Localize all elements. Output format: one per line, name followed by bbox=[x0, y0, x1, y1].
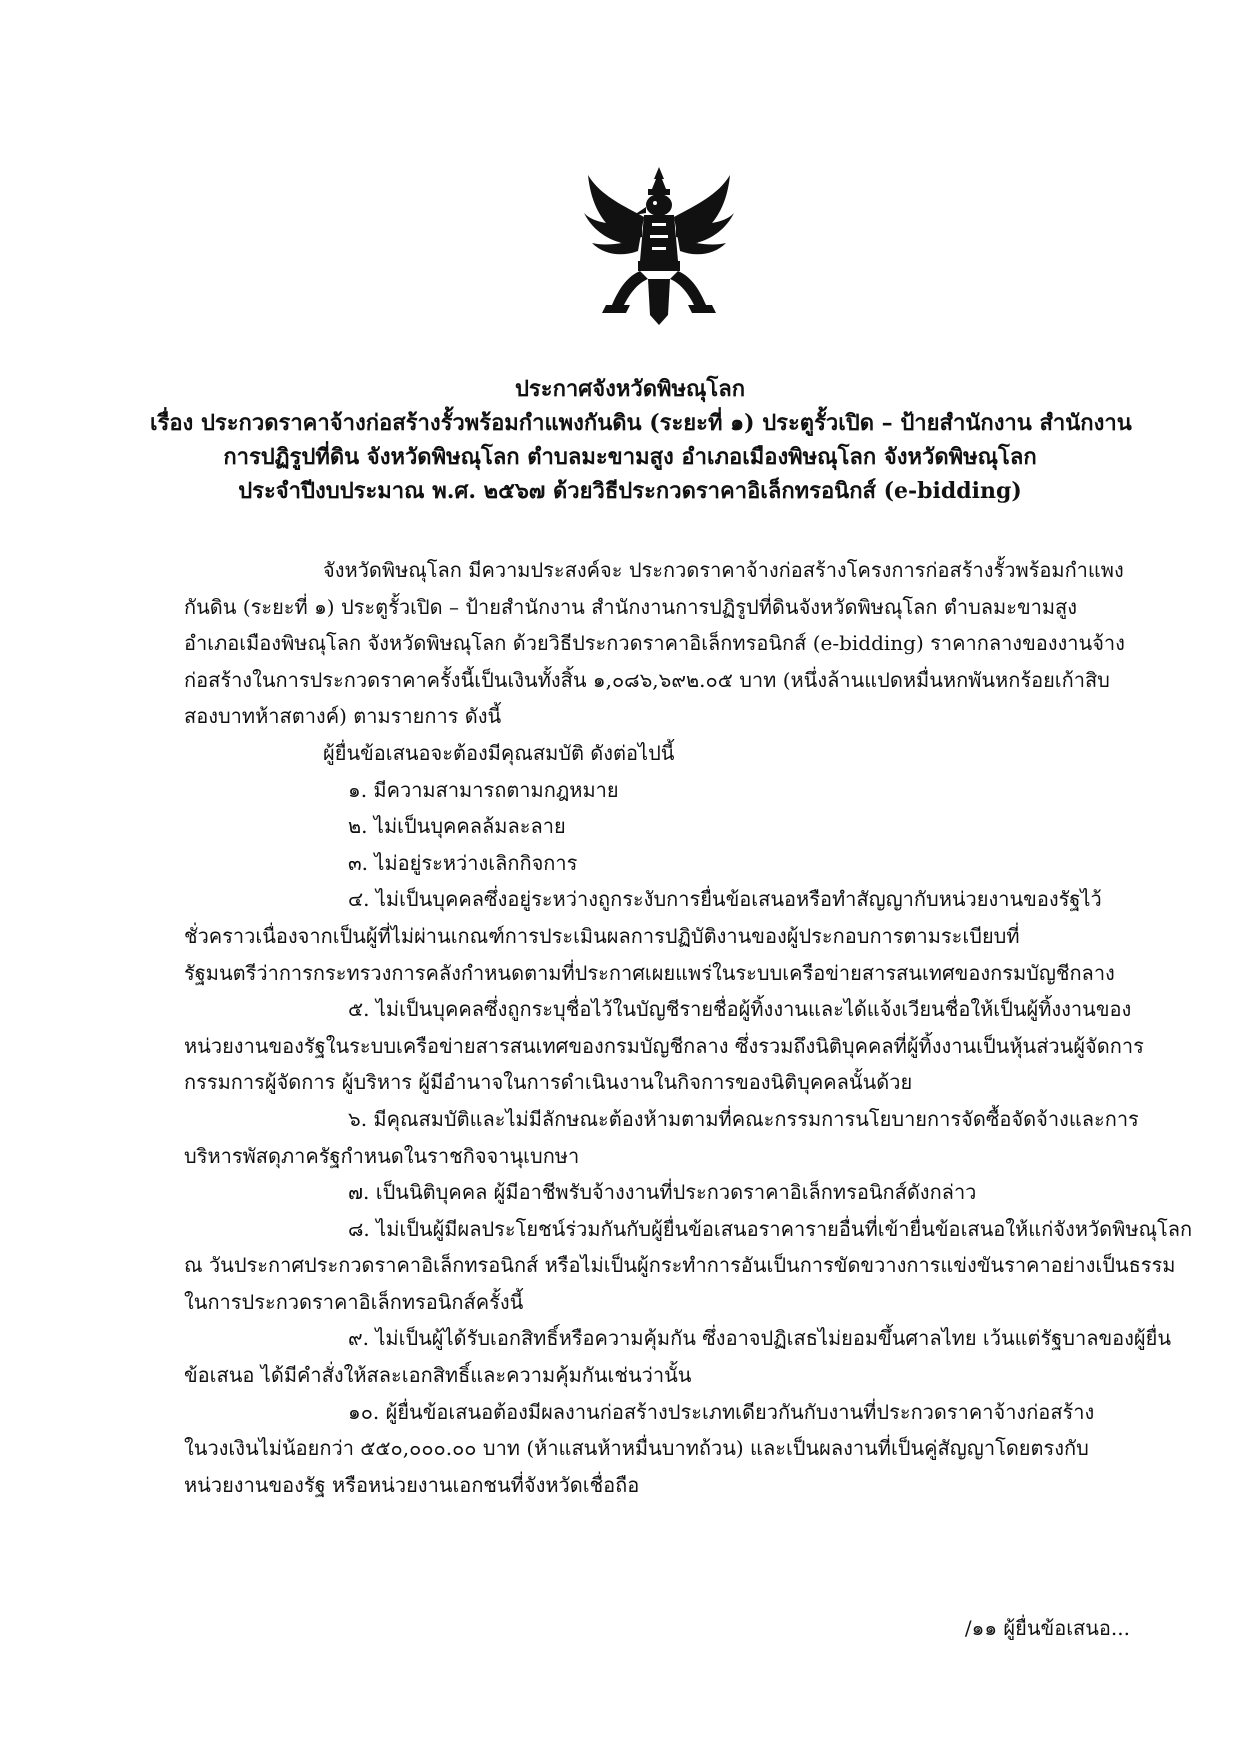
qualification-item-10-cont: หน่วยงานของรัฐ หรือหน่วยงานเอกชนที่จังหวัดเชื่อถือ bbox=[184, 1472, 640, 1497]
qualification-item-4: ๔. ไม่เป็นบุคคลซึ่งอยู่ระหว่างถูกระงับการยื่นข้อเสนอหรือทำสัญญากับหน่วยงานของรัฐไว้ bbox=[348, 887, 1102, 912]
title-line: ประจำปีงบประมาณ พ.ศ. ๒๕๖๗ ด้วยวิธีประกวดราคาอิเล็กทรอนิกส์ (e-bidding) bbox=[238, 478, 1022, 504]
intro-line: ก่อสร้างในการประกวดราคาครั้งนี้เป็นเงินทั้งสิ้น ๑,๐๘๖,๖๙๒.๐๕ บาท (หนึ่งล้านแปดหมื่นหกพันหกร้อยเก้าสิบ bbox=[184, 667, 1110, 692]
qualification-item-1: ๑. มีความสามารถตามกฎหมาย bbox=[348, 777, 619, 802]
qualification-item-5-cont: กรรมการผู้จัดการ ผู้บริหาร ผู้มีอำนาจในการดำเนินงานในกิจการของนิติบุคคลนั้นด้วย bbox=[184, 1070, 913, 1095]
qualification-item-5: ๕. ไม่เป็นบุคคลซึ่งถูกระบุชื่อไว้ในบัญชีรายชื่อผู้ทิ้งงานและได้แจ้งเวียนชื่อให้เป็นผู้ทิ้งงานของ bbox=[348, 997, 1132, 1022]
qualification-item-6-cont: บริหารพัสดุภาครัฐกำหนดในราชกิจจานุเบกษา bbox=[184, 1143, 580, 1168]
qualification-item-2: ๒. ไม่เป็นบุคคลล้มละลาย bbox=[348, 814, 566, 839]
intro-line: กันดิน (ระยะที่ ๑) ประตูรั้วเปิด – ป้ายสำนักงาน สำนักงานการปฏิรูปที่ดินจังหวัดพิษณุโลก ตำบลมะขามสูง bbox=[184, 594, 1078, 619]
qualification-item-7: ๗. เป็นนิติบุคคล ผู้มีอาชีพรับจ้างงานที่ประกวดราคาอิเล็กทรอนิกส์ดังกล่าว bbox=[348, 1180, 977, 1205]
title-line: ประกาศจังหวัดพิษณุโลก bbox=[514, 376, 746, 402]
qualification-item-8: ๘. ไม่เป็นผู้มีผลประโยชน์ร่วมกันกับผู้ยื่นข้อเสนอราคารายอื่นที่เข้ายื่นข้อเสนอให้แก่จังหวัดพิษณุโลก bbox=[348, 1216, 1193, 1241]
qualification-item-8-cont: ในการประกวดราคาอิเล็กทรอนิกส์ครั้งนี้ bbox=[184, 1289, 524, 1314]
qualification-item-4-cont: ชั่วคราวเนื่องจากเป็นผู้ที่ไม่ผ่านเกณฑ์การประเมินผลการปฏิบัติงานของผู้ประกอบการตามระเบียบที่ bbox=[184, 923, 1020, 948]
garuda-emblem-icon bbox=[582, 165, 736, 327]
title-line: เรื่อง ประกวดราคาจ้างก่อสร้างรั้วพร้อมกำแพงกันดิน (ระยะที่ ๑) ประตูรั้วเปิด – ป้ายสำนักงาน สำนักงาน bbox=[150, 410, 1132, 436]
announcement-title bbox=[150, 372, 1132, 508]
intro-line: จังหวัดพิษณุโลก มีความประสงค์จะ ประกวดราคาจ้างก่อสร้างโครงการก่อสร้างรั้วพร้อมกำแพง bbox=[323, 558, 1124, 582]
qualification-item-10: ๑๐. ผู้ยื่นข้อเสนอต้องมีผลงานก่อสร้างประเภทเดียวกันกับงานที่ประกวดราคาจ้างก่อสร้าง bbox=[348, 1399, 1095, 1424]
qualification-item-3: ๓. ไม่อยู่ระหว่างเลิกกิจการ bbox=[348, 850, 578, 875]
qualification-item-9: ๙. ไม่เป็นผู้ได้รับเอกสิทธิ์หรือความคุ้มกัน ซึ่งอาจปฏิเสธไม่ยอมขึ้นศาลไทย เว้นแต่รัฐบาลของผู้ยื่น bbox=[348, 1326, 1172, 1351]
intro-line: อำเภอเมืองพิษณุโลก จังหวัดพิษณุโลก ด้วยวิธีประกวดราคาอิเล็กทรอนิกส์ (e-bidding) ราคากลางของงานจ้าง bbox=[184, 631, 1125, 656]
title-line: การปฏิรูปที่ดิน จังหวัดพิษณุโลก ตำบลมะขามสูง อำเภอเมืองพิษณุโลก จังหวัดพิษณุโลก bbox=[223, 444, 1037, 470]
qualification-item-9-cont: ข้อเสนอ ได้มีคำสั่งให้สละเอกสิทธิ์และความคุ้มกันเช่นว่านั้น bbox=[184, 1363, 692, 1388]
qualification-item-4-cont: รัฐมนตรีว่าการกระทรวงการคลังกำหนดตามที่ประกาศเผยแพร่ในระบบเครือข่ายสารสนเทศของกรมบัญชีกลาง bbox=[184, 960, 1115, 985]
qualification-item-5-cont: หน่วยงานของรัฐในระบบเครือข่ายสารสนเทศของกรมบัญชีกลาง ซึ่งรวมถึงนิติบุคคลที่ผู้ทิ้งงานเป็นหุ้นส่วนผู้จัดการ bbox=[184, 1033, 1144, 1058]
announcement-body bbox=[184, 552, 1193, 1503]
qualification-item-8-cont: ณ วันประกาศประกวดราคาอิเล็กทรอนิกส์ หรือไม่เป็นผู้กระทำการอันเป็นการขัดขวางการแข่งขันราคาอย่างเป็นธรรม bbox=[184, 1253, 1176, 1278]
intro-line: สองบาทห้าสตางค์) ตามรายการ ดังนี้ bbox=[184, 704, 502, 729]
qualification-item-10-cont: ในวงเงินไม่น้อยกว่า ๕๕๐,๐๐๐.๐๐ บาท (ห้าแสนห้าหมื่นบาทถ้วน) และเป็นผลงานที่เป็นคู่สัญญาโดยตรงกับ bbox=[184, 1436, 1089, 1461]
qualification-heading: ผู้ยื่นข้อเสนอจะต้องมีคุณสมบัติ ดังต่อไปนี้ bbox=[323, 740, 675, 765]
qualification-item-6: ๖. มีคุณสมบัติและไม่มีลักษณะต้องห้ามตามที่คณะกรรมการนโยบายการจัดซื้อจัดจ้างและการ bbox=[348, 1106, 1139, 1131]
continuation-marker: /๑๑ ผู้ยื่นข้อเสนอ... bbox=[964, 1616, 1130, 1640]
